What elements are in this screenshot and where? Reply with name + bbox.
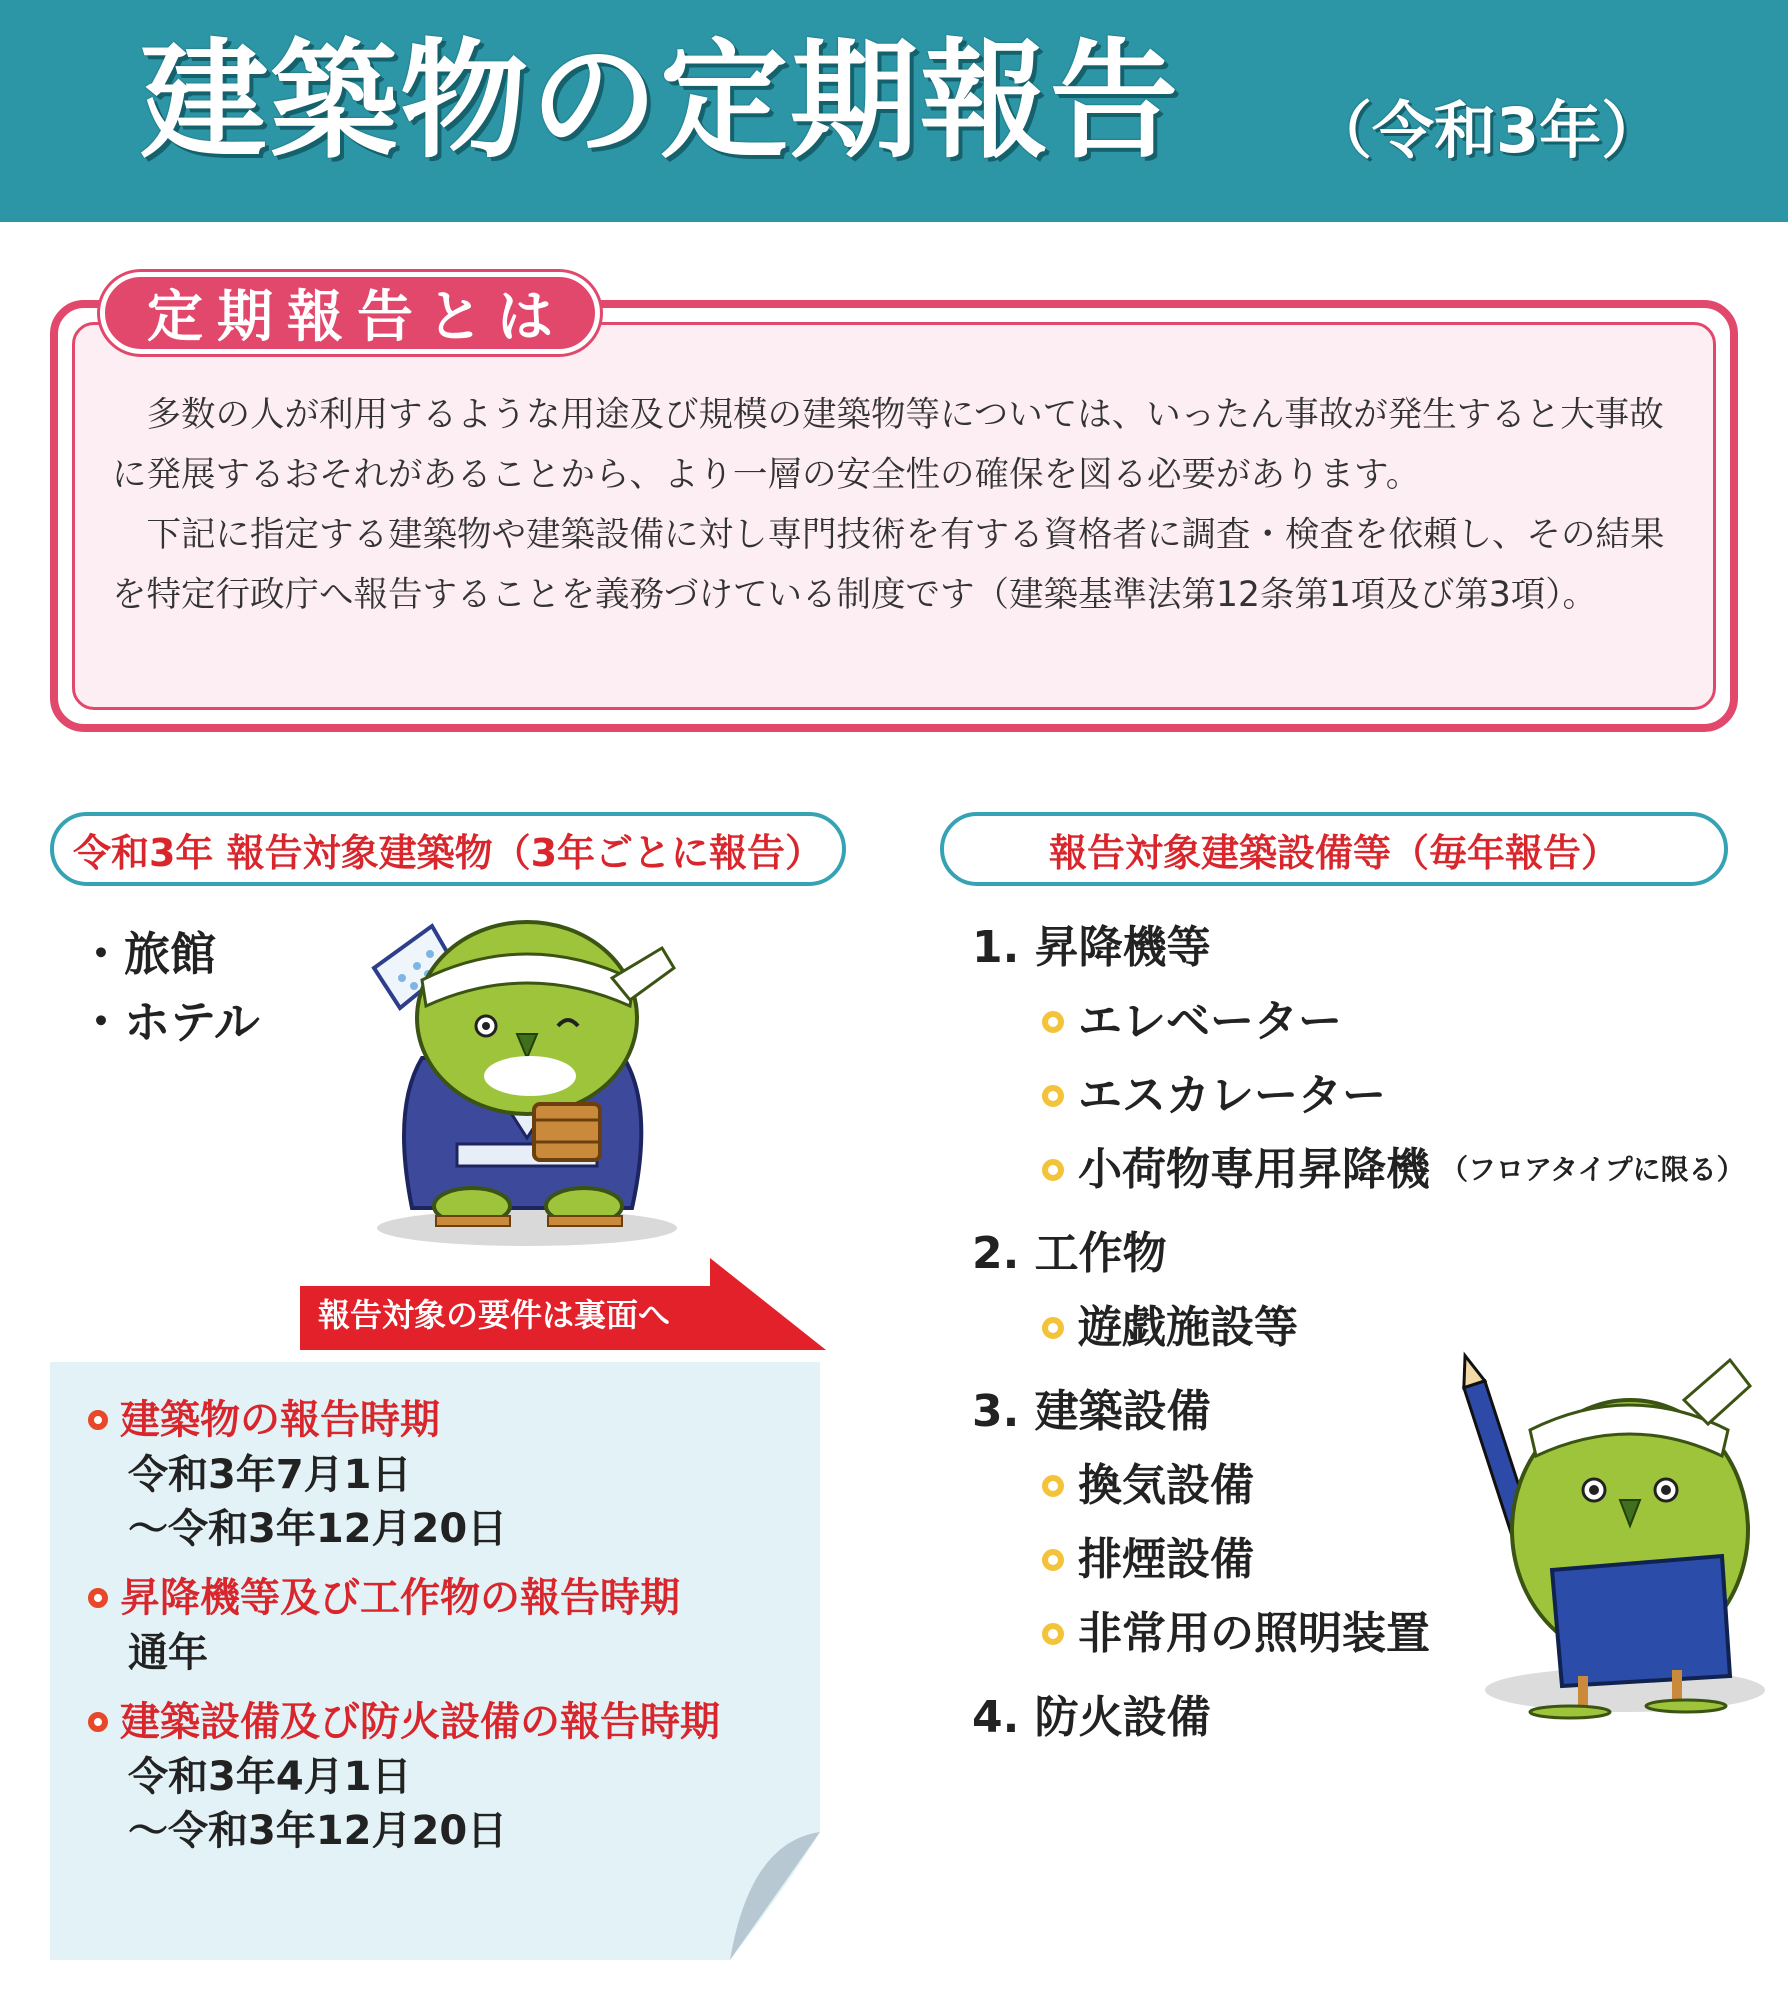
equipment-item: 換気設備 (972, 1456, 1732, 1516)
bullet-icon (1042, 1085, 1064, 1107)
schedule-heading-elevator: 昇降機等及び工作物の報告時期 (88, 1570, 788, 1626)
page-title: 建築物の定期報告 (140, 27, 1181, 176)
equipment-heading: 報告対象建築設備等（毎年報告） (940, 812, 1728, 886)
building-item-hotel: ・ホテル (78, 995, 260, 1049)
equipment-item: 排煙設備 (972, 1530, 1732, 1590)
equipment-item-note: （フロアタイプに限る） (1440, 1153, 1745, 1186)
definition-paragraph-1: 多数の人が利用するような用途及び規模の建築物等については、いったん事故が発生すると大事故に発展するおそれがあることから、より一層の安全性の確保を図る必要があります。 (112, 395, 1664, 495)
equipment-group-title: 4. 防火設備 (972, 1692, 1211, 1743)
schedule-line: 通年 (128, 1630, 208, 1676)
schedule-heading-equipment: 建築設備及び防火設備の報告時期 (88, 1694, 788, 1750)
equipment-item: エスカレーター (972, 1066, 1732, 1126)
equipment-group-title: 3. 建築設備 (972, 1386, 1211, 1437)
bullet-icon (1042, 1011, 1064, 1033)
schedule-list (88, 1392, 788, 1858)
bullet-icon (88, 1410, 108, 1430)
schedule-line: ～令和3年12月20日 (128, 1506, 508, 1552)
definition-paragraph-2: 下記に指定する建築物や建築設備に対し専門技術を有する資格者に調査・検査を依頼し、その結果を特定行政庁へ報告することを義務づけている制度です（建築基準法第12条第1項及び第3項）。 (112, 515, 1665, 615)
schedule-heading-building: 建築物の報告時期 (88, 1392, 788, 1448)
definition-tab: 定期報告とは (100, 272, 600, 354)
buildings-heading: 令和3年 報告対象建築物（3年ごとに報告） (50, 812, 846, 886)
equipment-item: 小荷物専用昇降機 （フロアタイプに限る） (972, 1140, 1732, 1200)
mascot-innkeeper-illustration (362, 908, 692, 1248)
definition-text (112, 385, 1692, 625)
equipment-item: エレベーター (972, 992, 1732, 1052)
mascot-inspector-illustration (1460, 1340, 1770, 1720)
schedule-line: ～令和3年12月20日 (128, 1808, 508, 1854)
bullet-icon (88, 1712, 108, 1732)
bullet-icon (1042, 1317, 1064, 1339)
bullet-icon (88, 1588, 108, 1608)
equipment-item: 非常用の照明装置 (972, 1604, 1732, 1664)
equipment-group-title: 1. 昇降機等 (972, 922, 1211, 973)
bullet-icon (1042, 1623, 1064, 1645)
schedule-line: 令和3年7月1日 (128, 1452, 412, 1498)
bullet-icon (1042, 1159, 1064, 1181)
schedule-line: 令和3年4月1日 (128, 1754, 412, 1800)
page-year-note: （令和3年） (1310, 94, 1664, 167)
building-item-ryokan: ・旅館 (78, 927, 216, 981)
equipment-item: 遊戯施設等 (972, 1298, 1732, 1358)
arrow-banner-text: 報告対象の要件は裏面へ (318, 1296, 671, 1334)
bullet-icon (1042, 1475, 1064, 1497)
equipment-group-title: 2. 工作物 (972, 1228, 1167, 1279)
bullet-icon (1042, 1549, 1064, 1571)
